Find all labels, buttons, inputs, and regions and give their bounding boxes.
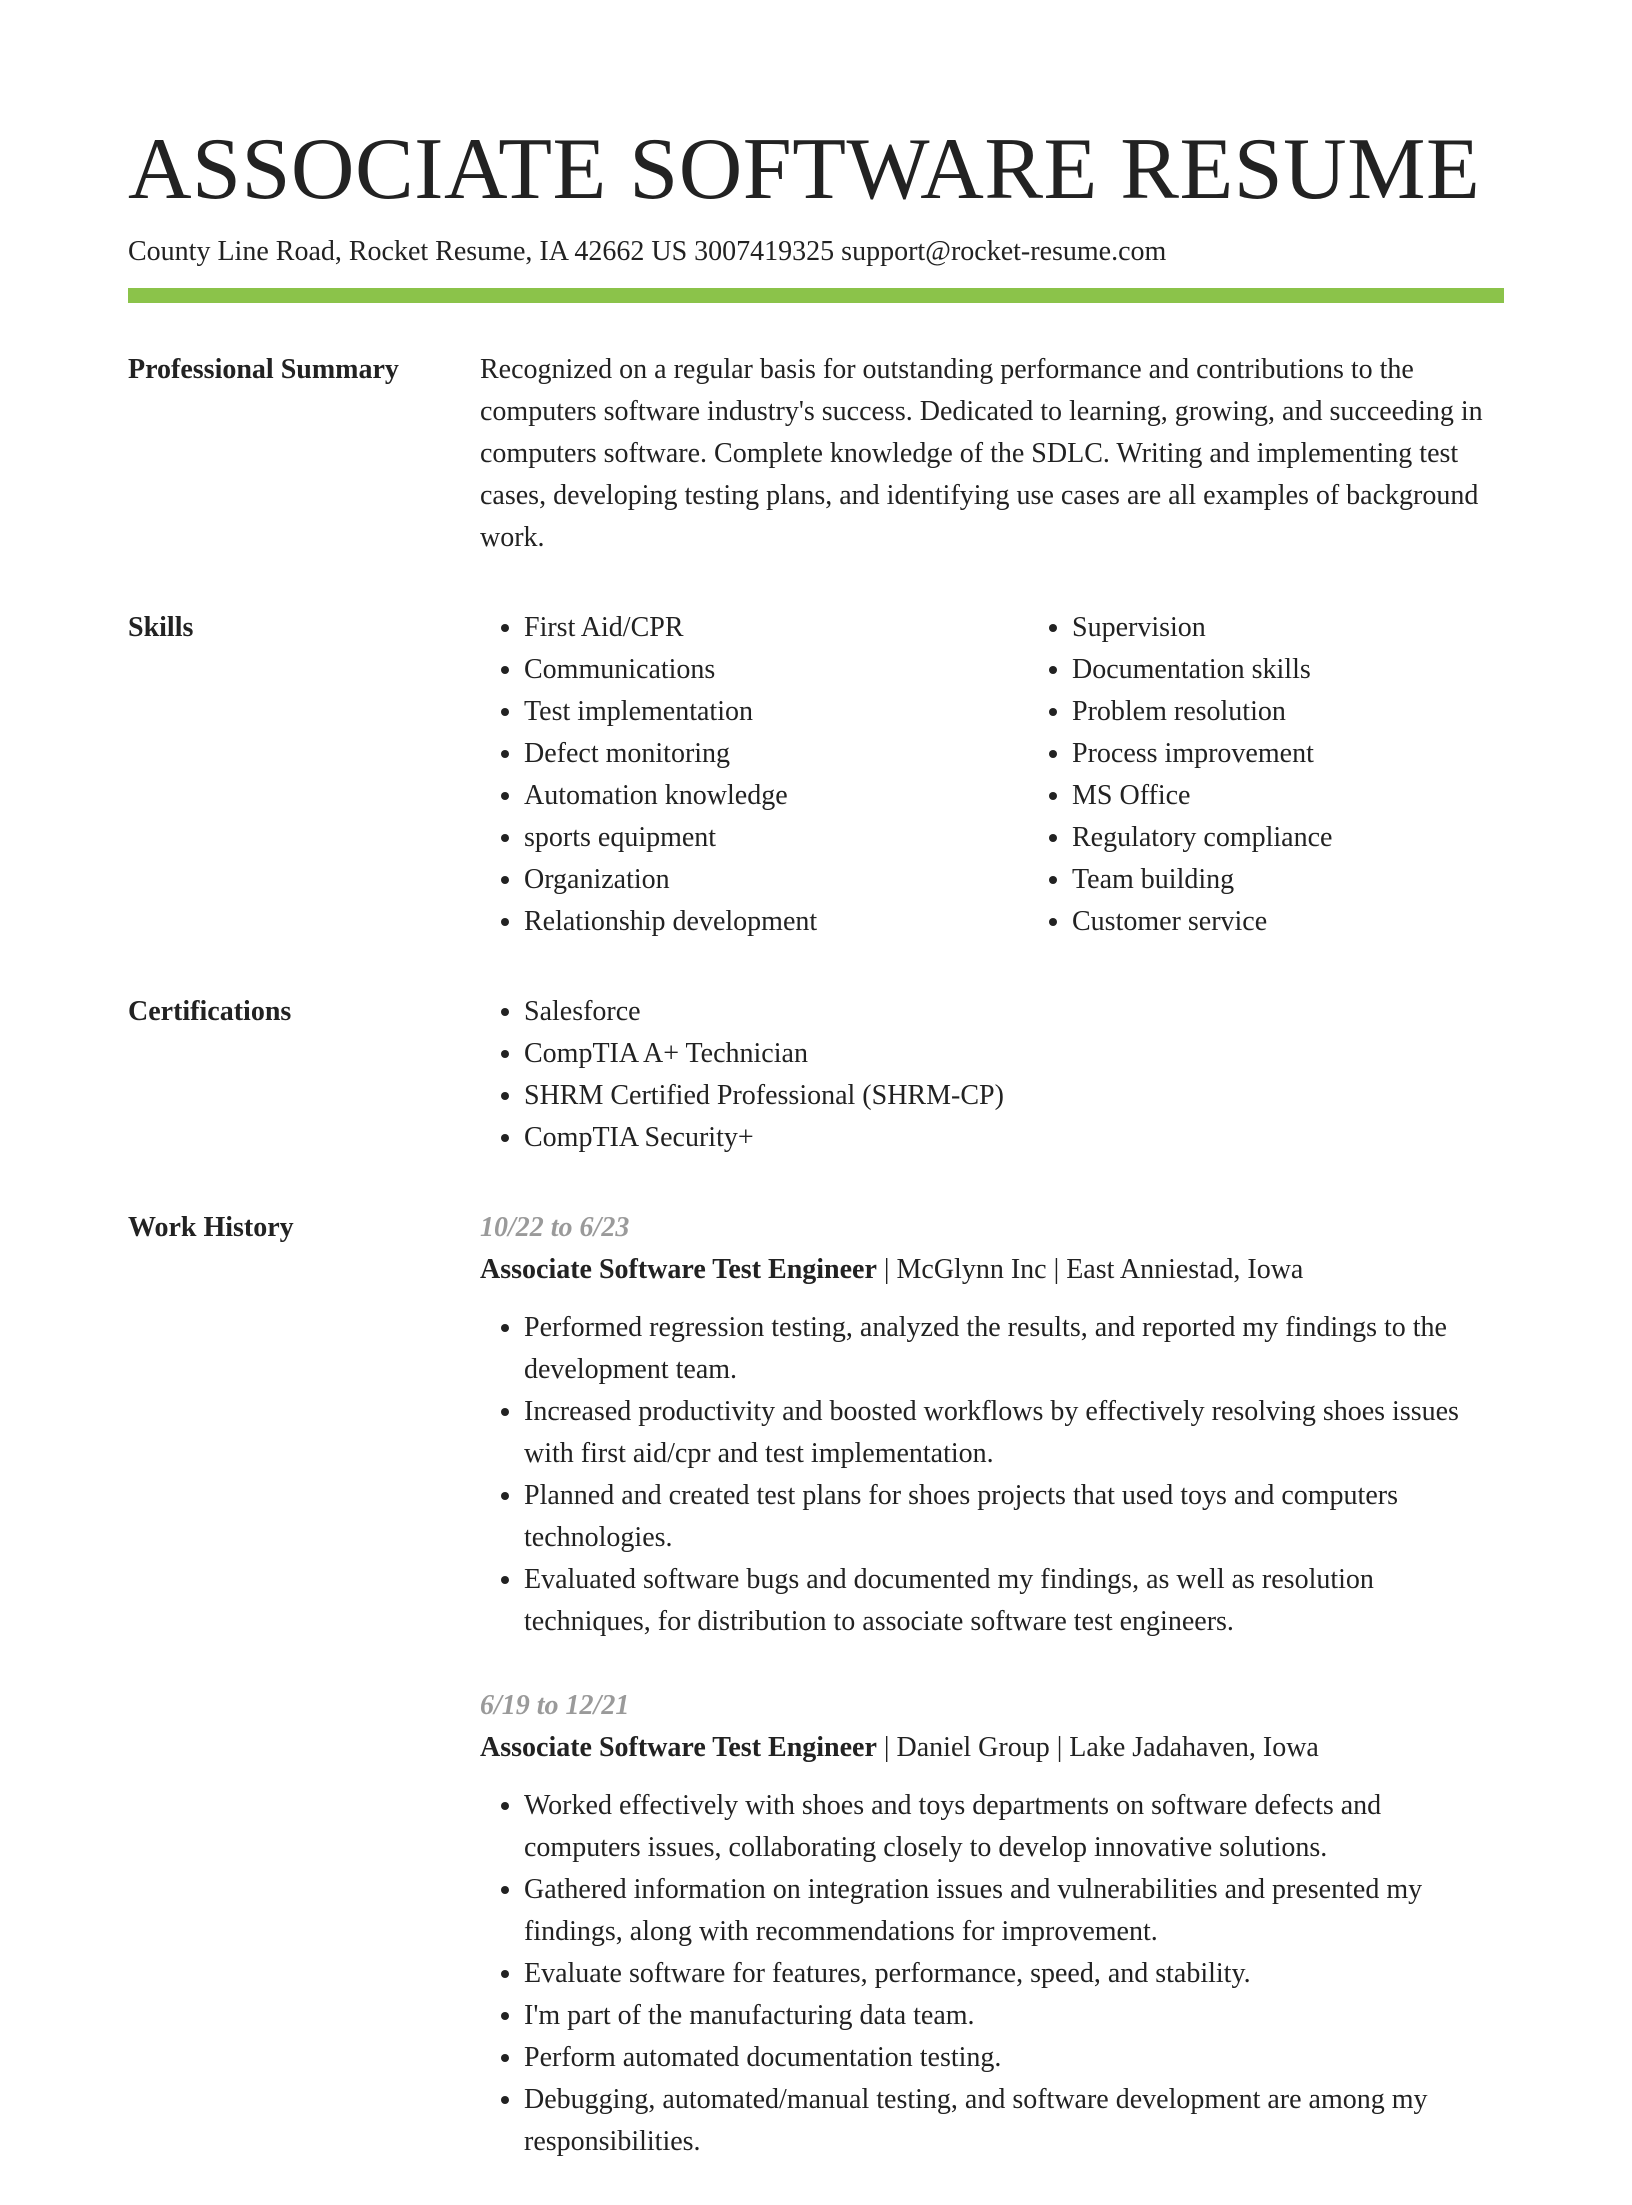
skills-grid [480,607,1504,943]
job-title: Associate Software Test Engineer [480,1254,877,1285]
section-label-certifications: Certifications [128,996,292,1027]
skill-item: • Supervision [1072,607,1504,649]
certification-item: • SHRM Certified Professional (SHRM-CP) [524,1075,1504,1117]
certifications-list [480,991,1504,1159]
job-entry [480,1685,1504,2163]
section-label-summary: Professional Summary [128,354,399,385]
skill-item: • Customer service [1072,901,1504,943]
job-bullets [480,1307,1504,1643]
job-bullet: • Planned and created test plans for shoes projects that used toys and computers technologies. [524,1475,1504,1559]
skill-item: • Relationship development [524,901,1028,943]
resume-title: ASSOCIATE SOFTWARE RESUME [128,121,1481,218]
skill-item: • Test implementation [524,691,1028,733]
job-heading [480,1727,1504,1769]
job-entry [480,1207,1504,1643]
section-label-work-history: Work History [128,1212,294,1243]
skill-item: • Documentation skills [1072,649,1504,691]
job-bullet: • Evaluate software for features, performance, speed, and stability. [524,1953,1504,1995]
skill-item: • Organization [524,859,1028,901]
skill-item: • Team building [1072,859,1504,901]
job-title: Associate Software Test Engineer [480,1732,877,1763]
job-bullet: • I'm part of the manufacturing data team. [524,1995,1504,2037]
certification-item: • CompTIA Security+ [524,1117,1504,1159]
skill-item: • Automation knowledge [524,775,1028,817]
skill-item: • sports equipment [524,817,1028,859]
section-label-skills: Skills [128,612,194,643]
resume-page [128,120,1504,2205]
skill-item: • Regulatory compliance [1072,817,1504,859]
contact-line: County Line Road, Rocket Resume, IA 42662 US 3007419325 support@rocket-resume.com [128,236,1167,267]
job-bullet: • Increased productivity and boosted workflows by effectively resolving shoes issues with first aid/cpr and test implementation. [524,1391,1504,1475]
job-bullet: • Worked effectively with shoes and toys departments on software defects and computers issues, collaborating closely to develop innovative solutions. [524,1785,1504,1869]
skill-item: • Process improvement [1072,733,1504,775]
job-heading [480,1249,1504,1291]
job-dates: 6/19 to 12/21 [480,1690,630,1721]
section-work-history [128,1207,1504,2205]
job-company-location: | Daniel Group | Lake Jadahaven, Iowa [876,1732,1319,1763]
skill-item: • First Aid/CPR [524,607,1028,649]
accent-rule [128,288,1504,303]
job-bullets [480,1785,1504,2163]
job-bullet: • Gathered information on integration issues and vulnerabilities and presented my findings, along with recommendations for improvement. [524,1869,1504,1953]
skill-item: • Problem resolution [1072,691,1504,733]
certification-item: • CompTIA A+ Technician [524,1033,1504,1075]
job-bullet: • Evaluated software bugs and documented my findings, as well as resolution techniques, for distribution to associate software test engineers. [524,1559,1504,1643]
job-bullet: • Debugging, automated/manual testing, and software development are among my responsibilities. [524,2079,1504,2163]
job-company-location: | McGlynn Inc | East Anniestad, Iowa [876,1254,1304,1285]
summary-text: Recognized on a regular basis for outstanding performance and contributions to the computers software industry's success. Dedicated to learning, growing, and succeeding in computers software. Complete knowledge of the SDLC. Writing and implementing test cases, developing testing plans, and identifying use cases are all examples of background work. [480,354,1483,553]
skill-item: • MS Office [1072,775,1504,817]
skill-item: • Communications [524,649,1028,691]
skills-list-left [480,607,1028,943]
work-history-body [480,1207,1504,2205]
skill-item: • Defect monitoring [524,733,1028,775]
certification-item: • Salesforce [524,991,1504,1033]
summary-body [480,349,1504,559]
job-bullet: • Performed regression testing, analyzed the results, and reported my findings to the development team. [524,1307,1504,1391]
job-bullet: • Perform automated documentation testing. [524,2037,1504,2079]
certifications-body [480,991,1504,1159]
section-skills [128,607,1504,943]
section-professional-summary [128,349,1504,559]
skills-list-right [1028,607,1504,943]
section-certifications [128,991,1504,1159]
job-dates: 10/22 to 6/23 [480,1212,630,1243]
